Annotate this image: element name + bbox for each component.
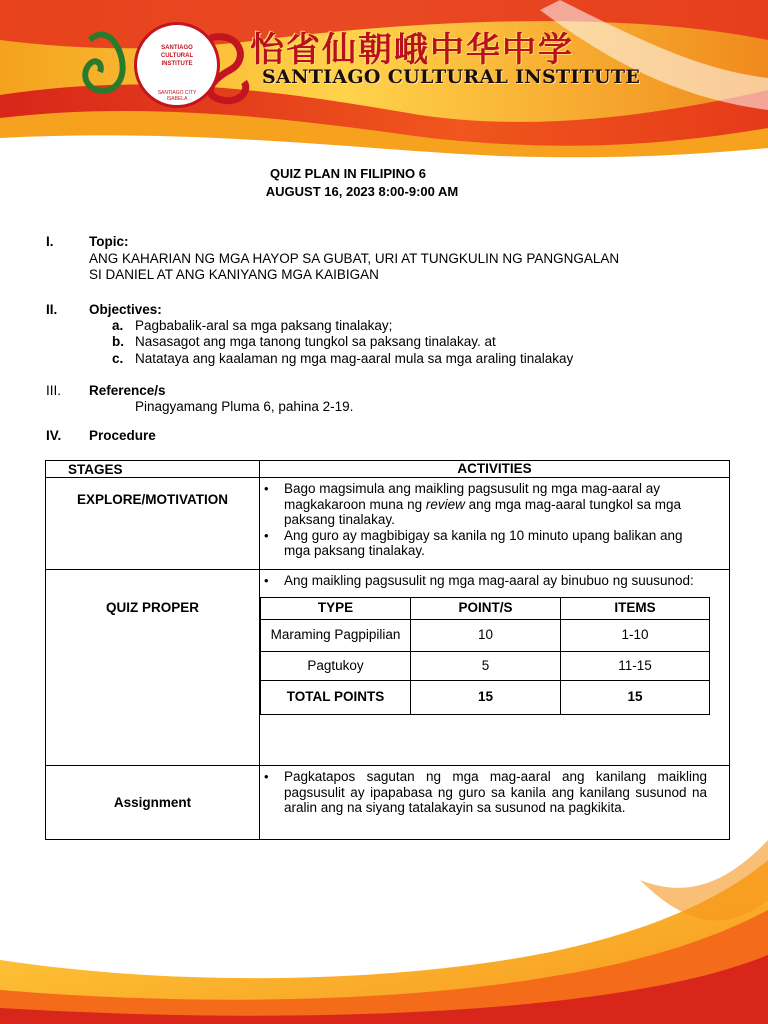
total-items: 15	[561, 680, 710, 714]
objective-item: Natataya ang kaalaman ng mga mag-aaral mula sa mga araling tinalakay	[135, 351, 574, 366]
table-row-explore	[46, 478, 730, 570]
section-title-objectives: Objectives:	[89, 302, 162, 317]
topic-line-2: SI DANIEL AT ANG KANIYANG MGA KAIBIGAN	[89, 267, 379, 282]
activities-explore	[260, 478, 730, 570]
procedure-table	[45, 460, 730, 840]
total-points: 15	[411, 680, 561, 714]
objective-letter: b.	[112, 334, 124, 349]
document-title: QUIZ PLAN IN FILIPINO 6	[269, 166, 426, 181]
table-row	[261, 619, 710, 651]
inner-header-row	[261, 597, 710, 619]
objective-letter: a.	[112, 318, 124, 333]
footer-decoration	[0, 840, 768, 1024]
header-stages: STAGES	[46, 461, 260, 478]
bullet-text: ang mga mag-aaral tungkol sa mga paksang tinalakay.	[284, 496, 681, 527]
total-label: TOTAL POINTS	[261, 680, 411, 714]
cell-points: 10	[411, 619, 561, 651]
section-number-objectives: II.	[46, 302, 58, 317]
stage-assignment: Assignment	[46, 766, 260, 840]
stage-quiz: QUIZ PROPER	[46, 570, 260, 766]
table-row-assignment	[46, 766, 730, 840]
activities-assignment	[260, 766, 730, 840]
bullet-text: Ang maikling pagsusulit ng mga mag-aaral ay binubuo ng suusunod:	[284, 573, 694, 588]
footer-wave	[0, 840, 768, 1024]
table-row	[261, 651, 710, 680]
bullet-text: Ang guro ay magbibigay sa kanila ng 10 minuto upang balikan ang mga paksang tinalakay.	[284, 527, 683, 558]
objective-letter: c.	[112, 351, 124, 366]
section-number-topic: I.	[46, 234, 54, 249]
school-name: SANTIAGO CULTURAL INSTITUTE	[262, 66, 641, 88]
section-title-procedure: Procedure	[89, 428, 156, 443]
stage-explore: EXPLORE/MOTIVATION	[46, 478, 260, 570]
topic-line-1: ANG KAHARIAN NG MGA HAYOP SA GUBAT, URI AT TUNGKULIN NG PANGNGALAN	[89, 251, 620, 266]
list-item	[284, 481, 707, 528]
col-items: ITEMS	[561, 597, 710, 619]
section-title-topic: Topic:	[89, 234, 129, 249]
table-row-quiz	[46, 570, 730, 766]
table-header-row	[46, 461, 730, 478]
list-item	[284, 769, 707, 816]
objective-item: Pagbabalik-aral sa mga paksang tinalakay;	[135, 318, 393, 333]
section-title-reference: Reference/s	[89, 383, 166, 398]
header-banner	[0, 0, 768, 160]
list-item	[284, 573, 707, 589]
cell-type: Maraming Pagpipilian	[261, 619, 411, 651]
bullet-emphasis: review	[425, 496, 465, 512]
header-activities: ACTIVITIES	[260, 461, 730, 478]
chinese-school-name: 怡省仙朝峨中华中学	[250, 30, 574, 70]
col-type: TYPE	[261, 597, 411, 619]
list-item	[284, 528, 707, 559]
cell-items: 1-10	[561, 619, 710, 651]
seal-text: SANTIAGO CULTURAL INSTITUTE	[160, 45, 194, 67]
cell-items: 11-15	[561, 651, 710, 680]
activities-quiz	[260, 570, 730, 766]
total-row	[261, 680, 710, 714]
bullet-text: Bago magsimula ang maikling pagsusulit ng mga mag-aaral ay magkakaroon muna ng	[284, 481, 660, 512]
quiz-breakdown-table	[260, 597, 710, 715]
section-number-procedure: IV.	[46, 428, 62, 443]
cell-type: Pagtukoy	[261, 651, 411, 680]
seal-subtext: SANTIAGO CITY ISABELA	[157, 90, 197, 102]
col-points: POINT/S	[411, 597, 561, 619]
section-number-reference: III.	[46, 383, 62, 398]
objective-item: Nasasagot ang mga tanong tungkol sa paksang tinalakay. at	[135, 334, 496, 349]
document-date: AUGUST 16, 2023 8:00-9:00 AM	[265, 184, 459, 199]
bullet-text: Pagkatapos sagutan ng mga mag-aaral ang kanilang maikling pagsusulit ay ipapabasa ng guro sa kanila ang kanilang susunod na aralin ang na siyang tatalakayin sa susunod na pagkikita.	[284, 769, 707, 815]
cell-points: 5	[411, 651, 561, 680]
reference-text: Pinagyamang Pluma 6, pahina 2-19.	[135, 399, 354, 414]
